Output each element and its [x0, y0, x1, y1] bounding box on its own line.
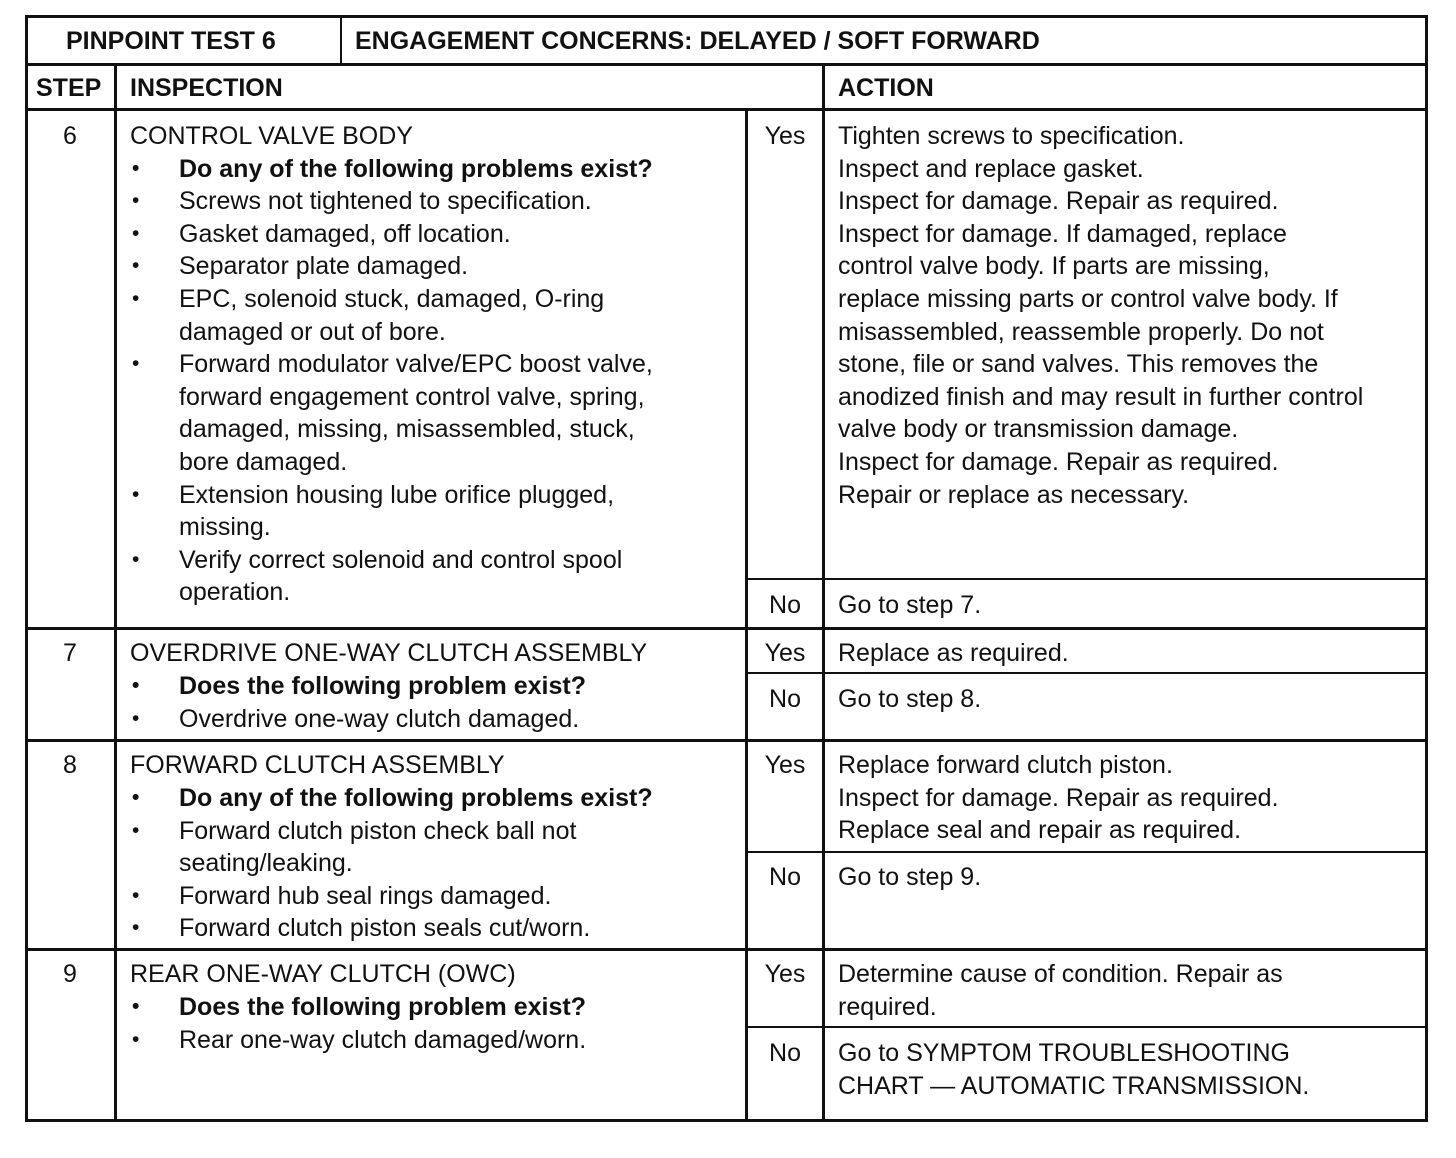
- column-header-step: STEP: [36, 74, 102, 102]
- list-item: • EPC, solenoid stuck, damaged, O-ring damaged or out of bore.: [130, 283, 653, 348]
- rule-step-6-yes-no: [745, 578, 1428, 580]
- step-number: 6: [63, 122, 77, 150]
- step-title: OVERDRIVE ONE-WAY CLUTCH ASSEMBLY: [130, 639, 648, 667]
- step-title: FORWARD CLUTCH ASSEMBLY: [130, 751, 505, 779]
- table-border-bottom: [25, 1119, 1428, 1122]
- rule-step-8-yes-no: [745, 851, 1428, 853]
- no-label: No: [769, 591, 801, 619]
- list-item: • Verify correct solenoid and control spool operation.: [130, 544, 653, 609]
- list-item: • Gasket damaged, off location.: [130, 218, 653, 251]
- yes-label: Yes: [764, 751, 806, 779]
- column-header-action: ACTION: [838, 74, 934, 102]
- inspection-question: • Do any of the following problems exist?: [130, 153, 653, 186]
- step-title: REAR ONE-WAY CLUTCH (OWC): [130, 960, 516, 988]
- no-action: Go to step 9.: [838, 863, 982, 891]
- no-action: Go to step 8.: [838, 685, 982, 713]
- yes-action: Tighten screws to specification. Inspect and replace gasket. Inspect for damage. Repair as required. Inspect for damage. If damaged, replace control valve body. If parts are missing, replace missing parts or control valve body. If misassembled, reassemble properly. Do not stone, file or sand valves. This removes the anodized finish and may result in further control valve body or transmission damage. Inspect for damage. Repair as required. Repair or replace as necessary.: [838, 122, 1364, 509]
- rule-step-8-end: [25, 948, 1428, 951]
- no-action: Go to SYMPTOM TROUBLESHOOTING CHART — AUTOMATIC TRANSMISSION.: [838, 1039, 1310, 1100]
- rule-step-7-yes-no: [745, 672, 1428, 674]
- no-label: No: [769, 685, 801, 713]
- rule-below-columns: [25, 108, 1428, 111]
- list-item: • Forward clutch piston seals cut/worn.: [130, 912, 653, 945]
- yes-label: Yes: [764, 960, 806, 988]
- step-number: 9: [63, 960, 77, 988]
- inspection-list: [130, 991, 586, 1056]
- list-item: • Forward clutch piston check ball not seating/leaking.: [130, 815, 653, 880]
- list-item: • Screws not tightened to specification.: [130, 185, 653, 218]
- yes-label: Yes: [764, 122, 806, 150]
- list-item: • Separator plate damaged.: [130, 250, 653, 283]
- step-number: 7: [63, 639, 77, 667]
- column-header-inspection: INSPECTION: [130, 74, 283, 102]
- no-label: No: [769, 1039, 801, 1067]
- list-item: • Overdrive one-way clutch damaged.: [130, 703, 586, 736]
- yes-action: Determine cause of condition. Repair as required.: [838, 960, 1283, 1021]
- test-label: PINPOINT TEST 6: [66, 27, 276, 55]
- no-label: No: [769, 863, 801, 891]
- rule-step-6-end: [25, 627, 1428, 630]
- step-number: 8: [63, 751, 77, 779]
- table-border-left: [25, 15, 28, 1122]
- list-item: • Forward hub seal rings damaged.: [130, 880, 653, 913]
- yes-label: Yes: [764, 639, 806, 667]
- test-title: ENGAGEMENT CONCERNS: DELAYED / SOFT FORWARD: [355, 27, 1040, 55]
- inspection-question: • Does the following problem exist?: [130, 670, 586, 703]
- inspection-list: [130, 153, 653, 609]
- rule-step-7-end: [25, 739, 1428, 742]
- step-title: CONTROL VALVE BODY: [130, 122, 413, 150]
- header-divider: [340, 15, 342, 65]
- rule-below-title: [25, 63, 1428, 66]
- inspection-list: [130, 782, 653, 945]
- yes-action: Replace forward clutch piston. Inspect for damage. Repair as required. Replace seal and repair as required.: [838, 751, 1279, 845]
- table-border-right: [1425, 15, 1428, 1122]
- inspection-question: • Does the following problem exist?: [130, 991, 586, 1024]
- list-item: • Rear one-way clutch damaged/worn.: [130, 1024, 586, 1057]
- table-border-top: [25, 15, 1428, 18]
- list-item: • Forward modulator valve/EPC boost valve, forward engagement control valve, spring, damaged, missing, misassembled, stuck, bore damaged.: [130, 348, 653, 478]
- inspection-question: • Do any of the following problems exist?: [130, 782, 653, 815]
- inspection-list: [130, 670, 586, 735]
- no-action: Go to step 7.: [838, 591, 982, 619]
- rule-step-9-yes-no: [745, 1026, 1428, 1028]
- list-item: • Extension housing lube orifice plugged, missing.: [130, 479, 653, 544]
- yes-action: Replace as required.: [838, 639, 1069, 667]
